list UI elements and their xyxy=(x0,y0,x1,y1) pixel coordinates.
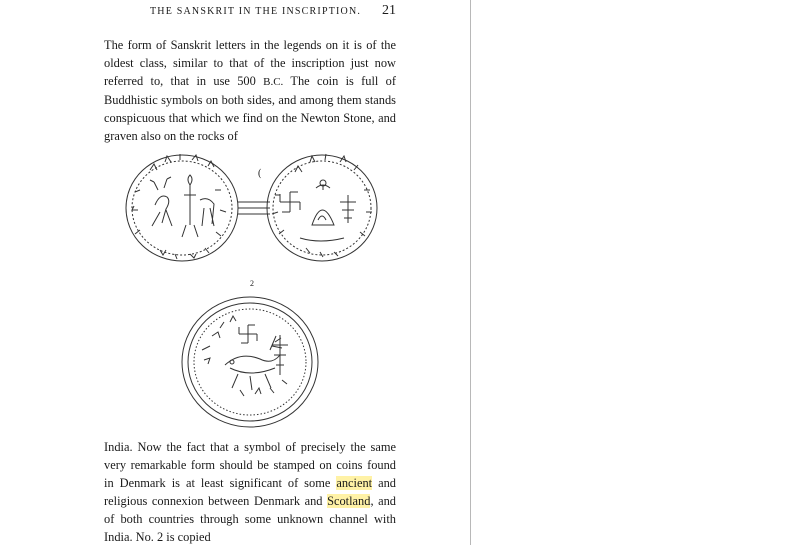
page-number: 21 xyxy=(382,3,396,18)
coin-1-reverse xyxy=(267,154,377,261)
coin-1-obverse xyxy=(126,154,270,261)
era-abbreviation: B.C. xyxy=(263,76,284,88)
figure-2-label: 2 xyxy=(250,279,254,288)
highlight-ancient: ancient xyxy=(336,476,373,490)
paragraph-top-text-1: The form of Sanskrit letters in the legends on it is of the oldest class, similar to that of the inscription just now referred to, that in use 500 xyxy=(104,38,396,88)
paragraph-top-text-2: The coin is full of Buddhistic symbols on both sides, and among them stands conspicuous that which we find on the Newton Stone, and graven also on the rocks of xyxy=(104,74,397,143)
paragraph-bottom-text-3: , and of both countries through some unknown channel with India. No. 2 is copied xyxy=(104,494,396,544)
paragraph-bottom-text-2: and religious connexion between Denmark and xyxy=(104,476,396,508)
coin-2 xyxy=(182,297,318,427)
figure-1-mark: ( xyxy=(258,168,262,179)
paragraph-bottom-text-1: India. Now the fact that a symbol of precisely the same very remarkable form should be stamped on coins found in Denmark is at least significant of some xyxy=(104,440,396,490)
coin-illustrations xyxy=(120,150,380,440)
paragraph-bottom xyxy=(104,438,396,546)
running-title: THE SANSKRIT IN THE INSCRIPTION. xyxy=(150,6,362,17)
paragraph-top xyxy=(104,36,396,145)
highlight-scotland: Scotland xyxy=(327,494,371,508)
